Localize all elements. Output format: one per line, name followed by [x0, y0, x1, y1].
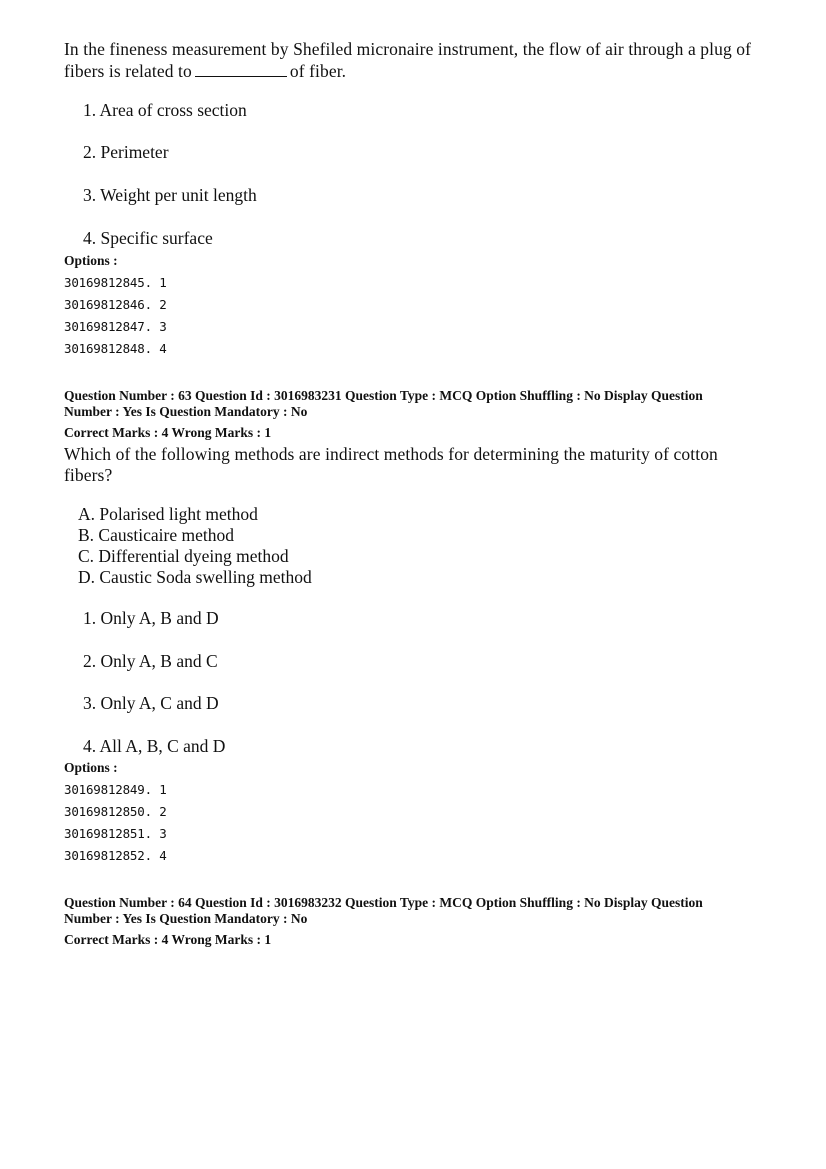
q63-option-id-2: 30169812850. 2 — [64, 804, 167, 819]
q63-meta-line1: Question Number : 63 Question Id : 3016983231 Question Type : MCQ Option Shuffling : No Display Question — [64, 388, 703, 403]
q62-option-id-2: 30169812846. 2 — [64, 297, 167, 312]
q63-choice-4: 4. All A, B, C and D — [83, 736, 226, 756]
q63-statement-d: D. Caustic Soda swelling method — [78, 567, 312, 587]
q63-marks: Correct Marks : 4 Wrong Marks : 1 — [64, 425, 272, 440]
q63-options-label: Options : — [64, 760, 118, 775]
q63-choice-3: 3. Only A, C and D — [83, 693, 219, 713]
q62-choice-3: 3. Weight per unit length — [83, 185, 257, 205]
q62-text-line2-pre: fibers is related to — [64, 61, 192, 81]
q63-choice-2: 2. Only A, B and C — [83, 651, 218, 671]
q63-statement-a: A. Polarised light method — [78, 504, 258, 524]
q63-choice-1: 1. Only A, B and D — [83, 608, 219, 628]
q62-choice-1: 1. Area of cross section — [83, 100, 247, 120]
q62-text-line2-post: of fiber. — [289, 61, 347, 81]
q62-answer-blank — [195, 62, 287, 77]
q63-statement-c: C. Differential dyeing method — [78, 546, 289, 566]
q64-marks: Correct Marks : 4 Wrong Marks : 1 — [64, 932, 272, 947]
q62-choice-4: 4. Specific surface — [83, 228, 213, 248]
q62-text-line1: In the fineness measurement by Shefiled micronaire instrument, the flow of air through a plug of — [64, 39, 752, 59]
q63-option-id-4: 30169812852. 4 — [64, 848, 167, 863]
q64-meta-line1: Question Number : 64 Question Id : 3016983232 Question Type : MCQ Option Shuffling : No Display Question — [64, 895, 703, 910]
q62-options-label: Options : — [64, 253, 118, 268]
q63-option-id-1: 30169812849. 1 — [64, 782, 167, 797]
q62-option-id-4: 30169812848. 4 — [64, 341, 167, 356]
q63-text-line2: fibers? — [64, 465, 113, 485]
q62-choice-2: 2. Perimeter — [83, 142, 169, 162]
q63-statement-b: B. Causticaire method — [78, 525, 235, 545]
q62-option-id-3: 30169812847. 3 — [64, 319, 167, 334]
q62-text-line2 — [64, 60, 346, 82]
q63-meta-line2: Number : Yes Is Question Mandatory : No — [64, 404, 308, 419]
q63-text-line1: Which of the following methods are indirect methods for determining the maturity of cotton — [64, 444, 718, 464]
q62-option-id-1: 30169812845. 1 — [64, 275, 167, 290]
q63-option-id-3: 30169812851. 3 — [64, 826, 167, 841]
q64-meta-line2: Number : Yes Is Question Mandatory : No — [64, 911, 308, 926]
